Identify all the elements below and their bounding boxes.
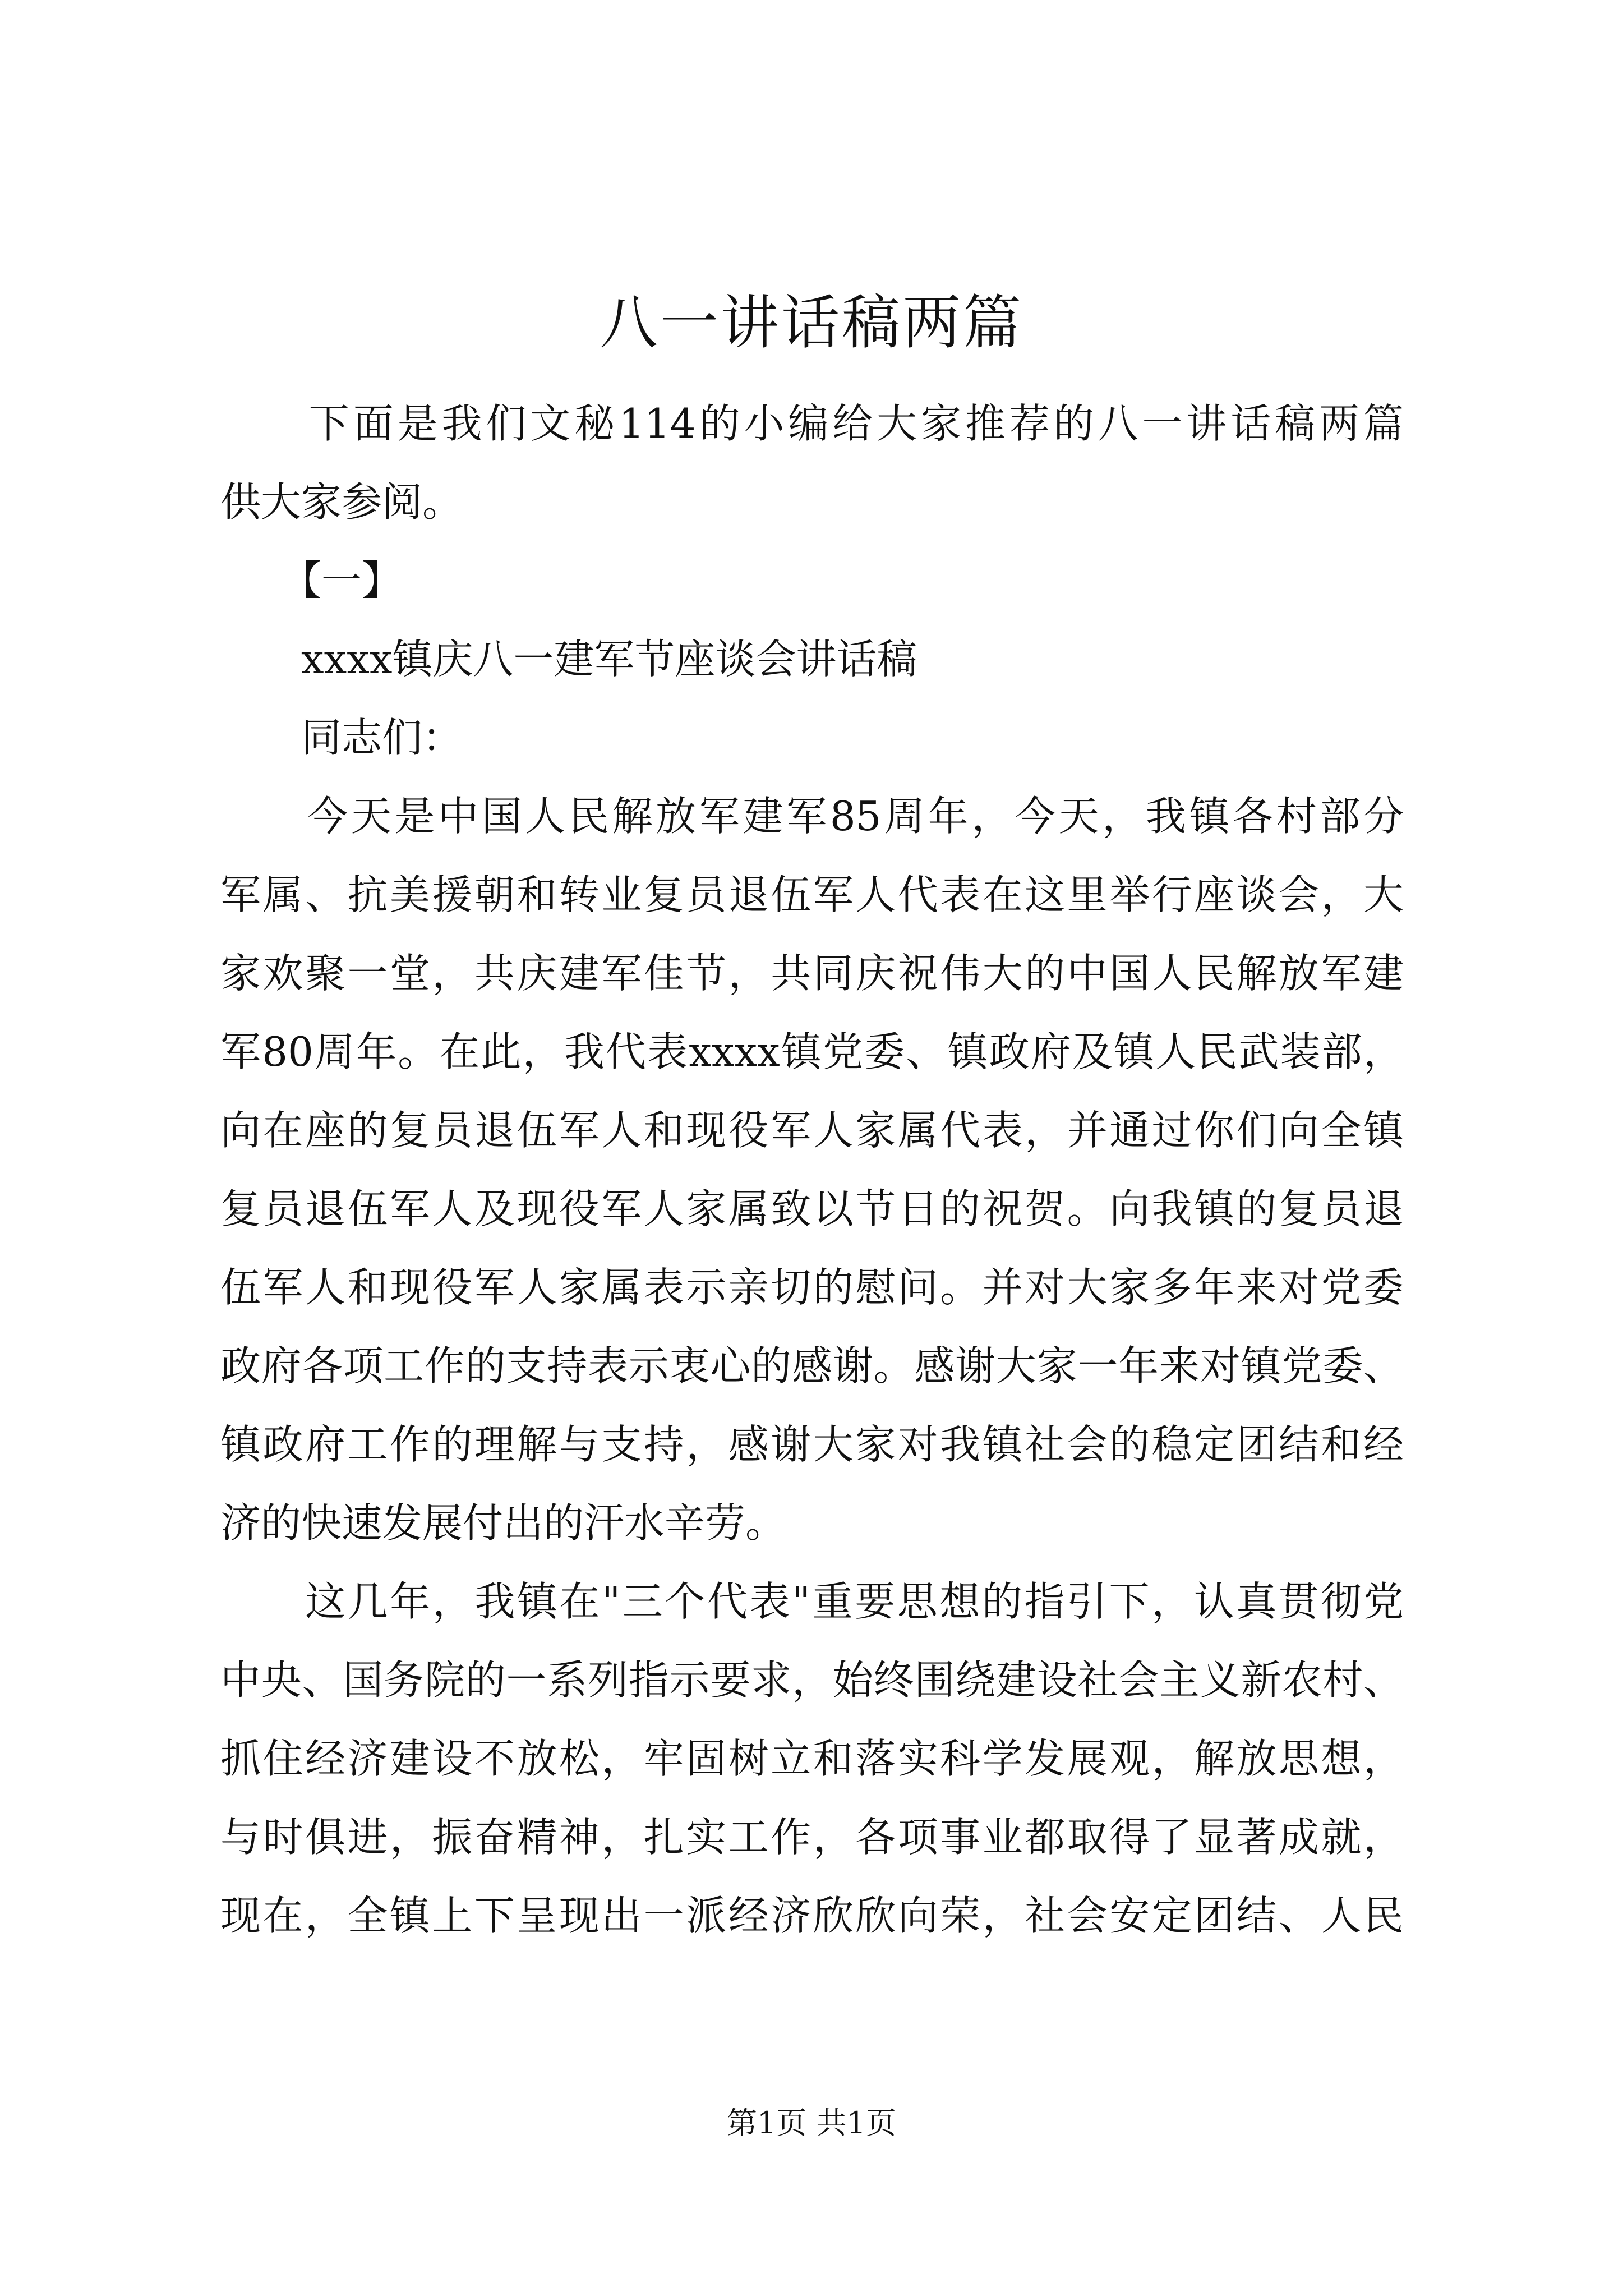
salutation: 同志们： — [220, 714, 463, 761]
body-line: 现在，全镇上下呈现出一派经济欣欣向荣，社会安定团结、人民 — [220, 1892, 1404, 1939]
document-title: 八一讲话稿两篇 — [599, 288, 1023, 357]
body-line: 抓住经济建设不放松，牢固树立和落实科学发展观，解放思想， — [220, 1735, 1404, 1782]
body-line: 向在座的复员退伍军人和现役军人家属代表，并通过你们向全镇 — [220, 1107, 1404, 1154]
body-line: 政府各项工作的支持表示衷心的感谢。感谢大家一年来对镇党委、 — [220, 1342, 1404, 1389]
speech-subtitle: xxxx镇庆八一建军节座谈会讲话稿 — [220, 636, 917, 683]
page-number-footer: 第1页 共1页 — [727, 2105, 896, 2141]
body-line: 伍军人和现役军人家属表示亲切的慰问。并对大家多年来对党委 — [220, 1264, 1404, 1311]
body-line: 中央、国务院的一系列指示要求，始终围绕建设社会主义新农村、 — [220, 1657, 1404, 1704]
body-line: 与时俱进，振奋精神，扎实工作，各项事业都取得了显著成就， — [220, 1814, 1404, 1861]
body-line: 镇政府工作的理解与支持，感谢大家对我镇社会的稳定团结和经 — [220, 1421, 1404, 1468]
body-line: 军属、抗美援朝和转业复员退伍军人代表在这里举行座谈会，大 — [220, 871, 1404, 918]
body-line: 这几年，我镇在"三个代表"重要思想的指引下，认真贯彻党 — [220, 1578, 1404, 1625]
body-line: 供大家参阅。 — [220, 478, 463, 526]
body-line: 家欢聚一堂，共庆建军佳节，共同庆祝伟大的中国人民解放军建 — [220, 950, 1404, 997]
section-heading: 【一】 — [220, 557, 403, 604]
body-line: 今天是中国人民解放军建军85周年，今天，我镇各村部分 — [220, 793, 1404, 840]
body-line: 下面是我们文秘114的小编给大家推荐的八一讲话稿两篇 — [220, 400, 1404, 447]
body-line: 复员退伍军人及现役军人家属致以节日的祝贺。向我镇的复员退 — [220, 1185, 1404, 1232]
body-line: 济的快速发展付出的汗水辛劳。 — [220, 1499, 786, 1547]
body-line: 军80周年。在此，我代表xxxx镇党委、镇政府及镇人民武装部， — [220, 1028, 1404, 1075]
